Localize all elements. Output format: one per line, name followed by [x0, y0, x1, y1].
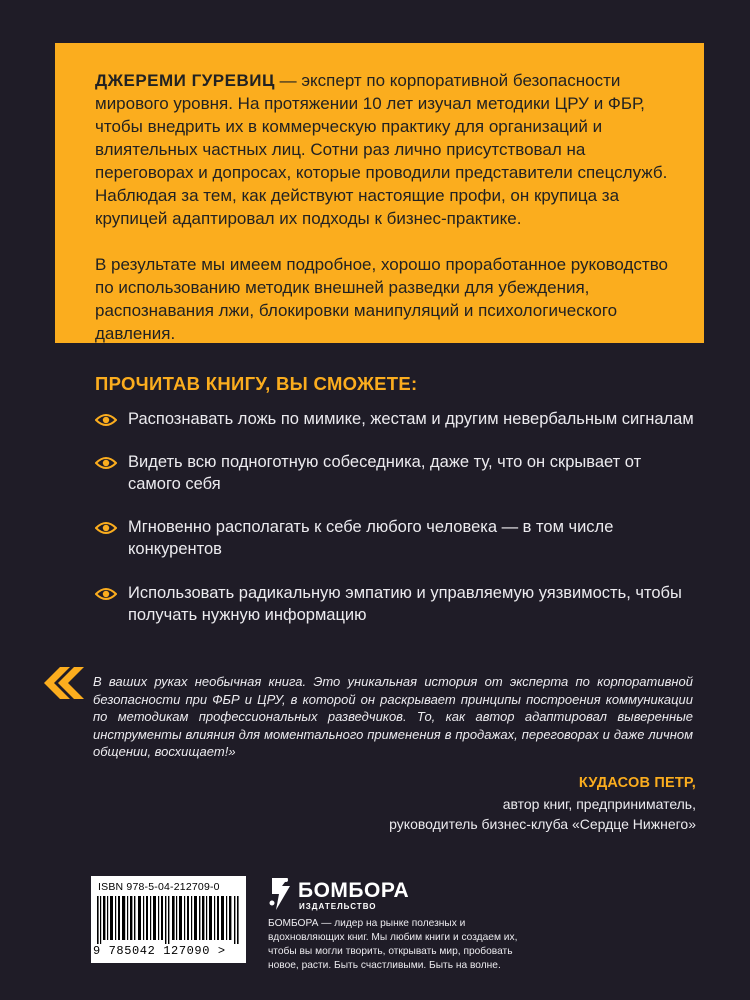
eye-icon [95, 587, 117, 601]
testimonial-author-role: руководитель бизнес-клуба «Сердце Нижнего» [389, 816, 696, 832]
publisher-description: БОМБОРА — лидер на рынке полезных и вдохновляющих книг. Мы любим книги и создаем их, чтобы вы могли творить, открывать мир, пробовать новое, расти. Быть счастливыми. Быть на волне. [268, 918, 518, 971]
benefit-text: Мгновенно располагать к себе любого человека — в том числе конкурентов [128, 518, 614, 558]
benefits-heading: ПРОЧИТАВ КНИГУ, ВЫ СМОЖЕТЕ: [95, 373, 418, 394]
benefit-text: Распознавать ложь по мимике, жестам и другим невербальным сигналам [128, 410, 694, 428]
benefit-text: Видеть всю подноготную собеседника, даже ту, что он скрывает от самого себя [128, 453, 642, 493]
author-bio-text: — эксперт по корпоративной безопасности мирового уровня. На протяжении 10 лет изучал методики ЦРУ и ФБР, чтобы внедрить их в коммерческую практику для организаций и влиятельных частных лиц. Сотни раз лично присутствовал на переговорах и допросах, которые проводили представители спецслужб. Наблюдая за тем, как действуют настоящие профи, он крупица за крупицей адаптировал их подходы к бизнес-практике. [95, 71, 668, 228]
testimonial-author-name: КУДАСОВ ПЕТР, [578, 775, 696, 791]
publisher-subtitle: ИЗДАТЕЛЬСТВО [299, 902, 377, 911]
quote-mark-icon [40, 665, 84, 701]
author-bio-box [55, 43, 704, 343]
benefit-item [95, 516, 695, 560]
benefits-list [95, 408, 695, 626]
eye-icon [95, 413, 117, 427]
author-name: ДЖЕРЕМИ ГУРЕВИЦ [95, 71, 275, 90]
testimonial-quote: В ваших руках необычная книга. Это уникальная история от эксперта по корпоративной безопасности при ФБР и ЦРУ, в которой он раскрывает принципы построения коммуникации по методикам профессиональных разведчиков. То, как автор адаптировал выверенные инструменты влияния для моментального применения в продажах, переговорах и даже личном общении, восхищает!» [93, 674, 693, 760]
benefit-item [95, 451, 695, 495]
publisher-logo [268, 876, 478, 916]
eye-icon [95, 456, 117, 470]
testimonial-author-role: автор книг, предприниматель, [502, 795, 696, 812]
publisher-name: БОМБОРА [298, 879, 410, 902]
author-bio-paragraph-1 [95, 69, 684, 230]
testimonial-author [389, 773, 696, 835]
publisher-logo-icon [268, 876, 292, 912]
isbn-barcode-block [91, 876, 246, 963]
author-bio-paragraph-2: В результате мы имеем подробное, хорошо проработанное руководство по использованию методик внешней разведки для убеждения, распознавания лжи, блокировки манипуляций и психологического давления. [95, 255, 669, 343]
isbn-label: ISBN 978-5-04-212709-0 [98, 881, 220, 893]
barcode-icon [97, 896, 240, 944]
benefit-item [95, 582, 695, 626]
barcode-digits: 9 785042 127090 > [93, 944, 226, 958]
benefit-text: Использовать радикальную эмпатию и управляемую уязвимость, чтобы получать нужную информацию [128, 584, 682, 624]
eye-icon [95, 521, 117, 535]
benefit-item [95, 408, 695, 430]
